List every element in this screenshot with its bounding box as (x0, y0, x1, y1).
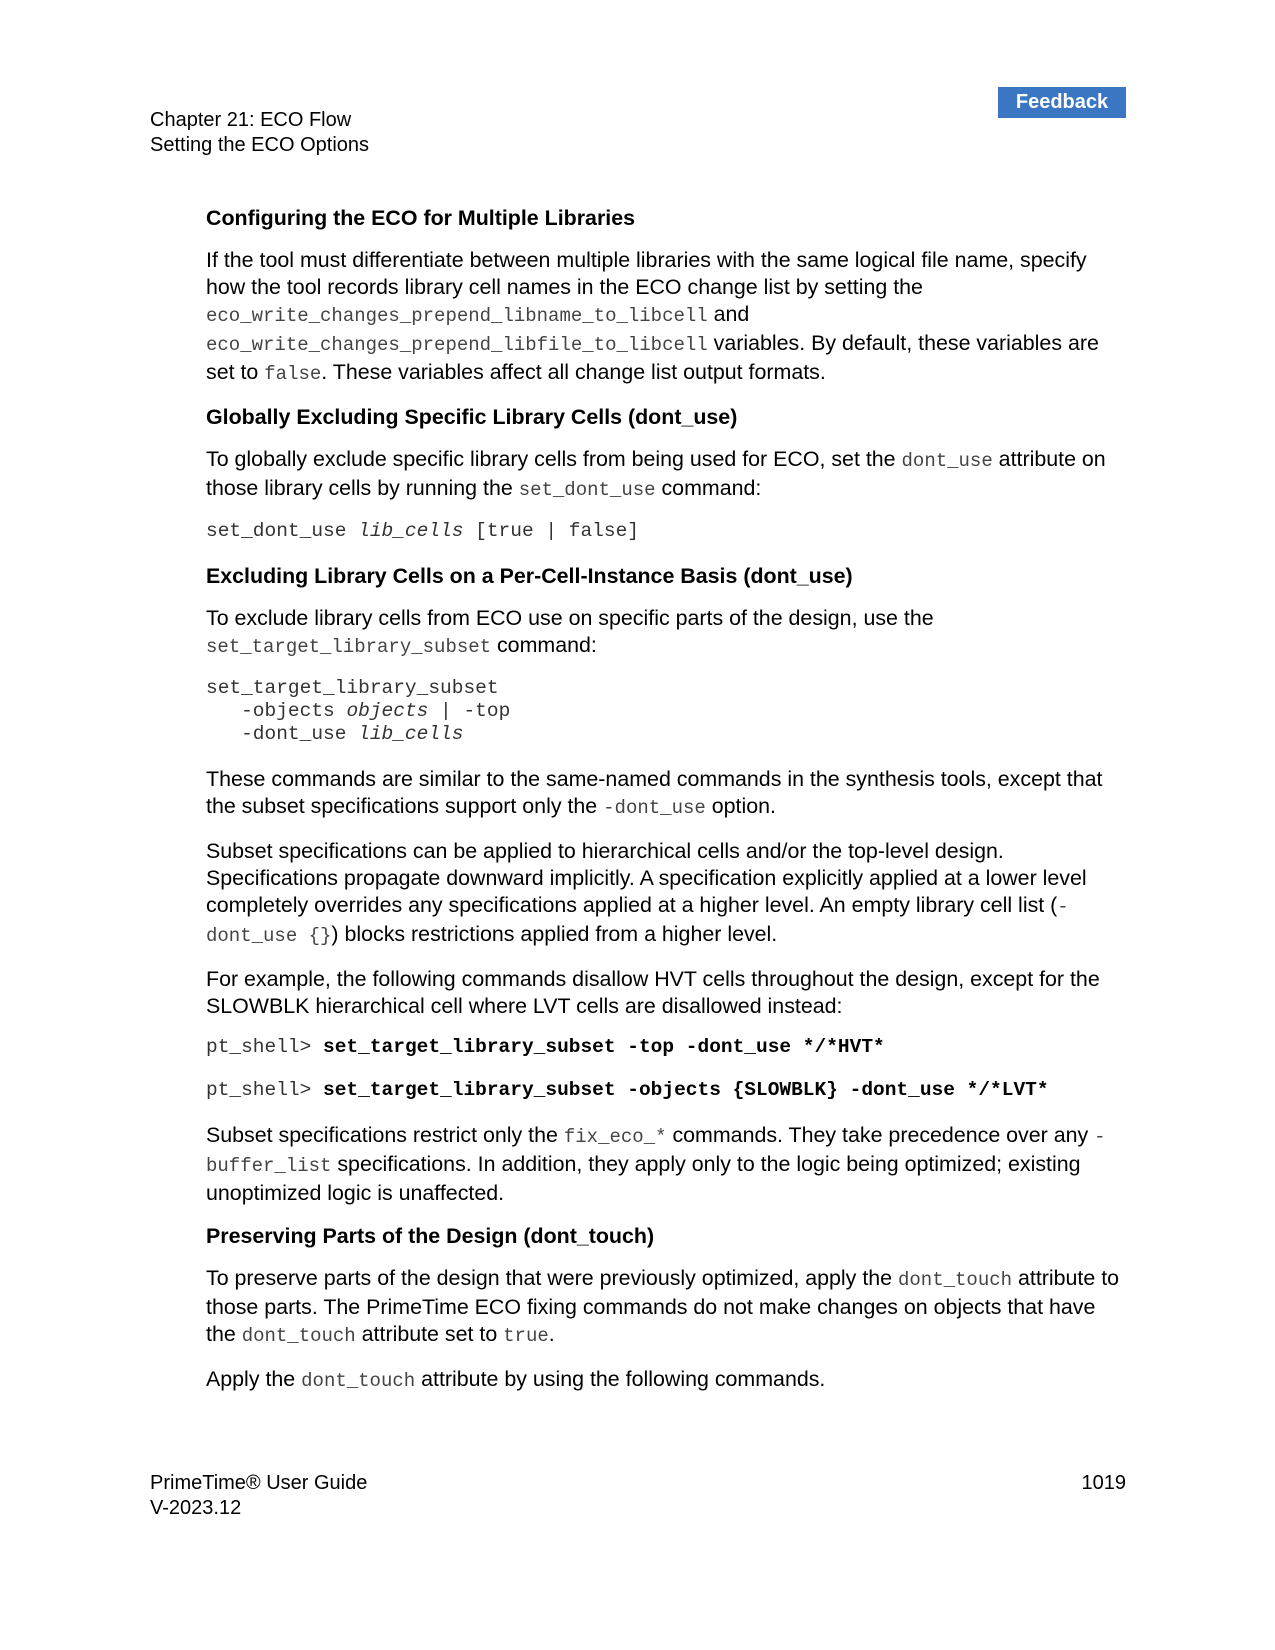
code-text: | -top (428, 700, 511, 722)
text: attribute to those parts. The PrimeTime ECO fixing commands do not make changes on objects that have the (206, 1266, 1120, 1346)
inline-code: dont_touch (898, 1269, 1013, 1291)
page-header (150, 108, 369, 158)
inline-code: -buffer_list (206, 1126, 1106, 1177)
inline-code: fix_eco_* (563, 1126, 667, 1148)
code-text: -objects (206, 700, 347, 722)
paragraph-per-instance-intro (206, 605, 1126, 661)
code-example-lvt (206, 1079, 1126, 1102)
text: To exclude library cells from ECO use on specific parts of the design, use the (206, 606, 934, 630)
page-footer (150, 1471, 367, 1521)
text: . (548, 1322, 555, 1346)
text: Apply the (206, 1367, 302, 1391)
paragraph-multiple-libraries (206, 247, 1126, 388)
code-text: [true | false] (463, 520, 639, 542)
inline-code: true (503, 1325, 549, 1347)
text: variables. By default, these variables are set to (206, 331, 1099, 384)
heading-global-dont-use: Globally Excluding Specific Library Cells (dont_use) (206, 405, 738, 429)
text: specifications. In addition, they apply only to the logic being optimized; existing unoptimized logic is unaffected. (206, 1152, 1081, 1205)
text: attribute on those library cells by running the (206, 447, 1106, 500)
code-text: set_dont_use (206, 520, 359, 542)
inline-code: -dont_use (603, 797, 706, 819)
text: . These variables affect all change list output formats. (321, 360, 826, 384)
chapter-title: Chapter 21: ECO Flow (150, 109, 352, 131)
text: commands. They take precedence over any (666, 1123, 1095, 1147)
text: and (707, 302, 750, 326)
code-line: set_target_library_subset (206, 677, 499, 699)
product-name: PrimeTime® User Guide (150, 1472, 368, 1494)
code-block-set-target-library-subset (206, 677, 1126, 746)
text: option. (705, 794, 776, 818)
feedback-button[interactable]: Feedback (998, 87, 1126, 118)
text: If the tool must differentiate between multiple libraries with the same logical file name, specify how the tool records library cell names in the ECO change list by setting the (206, 248, 1087, 299)
shell-command: set_target_library_subset -top -dont_use */*HVT* (323, 1036, 885, 1058)
paragraph-subset-specifications (206, 838, 1126, 950)
code-arg: objects (346, 700, 429, 722)
inline-code: dont_use (901, 450, 993, 472)
code-arg: lib_cells (358, 520, 464, 542)
inline-code: dont_touch (241, 1325, 356, 1347)
code-block-set-dont-use (206, 520, 1126, 543)
paragraph-dont-touch (206, 1265, 1126, 1350)
text: These commands are similar to the same-named commands in the synthesis tools, except that the subset specifications support only the (206, 767, 1103, 818)
inline-code: -dont_use {} (206, 896, 1069, 947)
inline-code: set_target_library_subset (206, 636, 492, 658)
inline-code: false (264, 363, 322, 385)
product-version: V-2023.12 (150, 1497, 242, 1519)
text: ) blocks restrictions applied from a higher level. (331, 922, 778, 946)
text: command: (491, 633, 597, 657)
inline-code: eco_write_changes_prepend_libfile_to_libcell (206, 334, 708, 356)
text: To preserve parts of the design that were previously optimized, apply the (206, 1266, 898, 1290)
text: command: (655, 476, 762, 500)
text: attribute set to (355, 1322, 504, 1346)
code-arg: lib_cells (358, 723, 464, 745)
paragraph-similar-commands (206, 766, 1126, 822)
code-text: -dont_use (206, 723, 359, 745)
page-number: 1019 (1081, 1472, 1126, 1494)
shell-command: set_target_library_subset -objects {SLOWBLK} -dont_use */*LVT* (323, 1079, 1049, 1101)
shell-prompt: pt_shell> (206, 1079, 324, 1101)
text: Subset specifications can be applied to hierarchical cells and/or the top-level design. Specifications propagate downward implicitly. A specification explicitly applied at a lower level completely overrides any specifications applied at a higher level. An empty library cell list ( (206, 839, 1087, 917)
code-example-hvt (206, 1036, 1126, 1059)
heading-multiple-libraries: Configuring the ECO for Multiple Libraries (206, 206, 636, 230)
section-title: Setting the ECO Options (150, 134, 370, 156)
paragraph-subset-restrictions (206, 1122, 1126, 1207)
heading-per-instance-dont-use: Excluding Library Cells on a Per-Cell-Instance Basis (dont_use) (206, 564, 853, 588)
paragraph-apply-dont-touch (206, 1366, 1126, 1395)
inline-code: set_dont_use (518, 479, 656, 501)
heading-dont-touch: Preserving Parts of the Design (dont_touch) (206, 1224, 655, 1248)
text: To globally exclude specific library cells from being used for ECO, set the (206, 447, 902, 471)
paragraph-global-dont-use (206, 446, 1126, 504)
text: attribute by using the following commands. (415, 1367, 826, 1391)
paragraph-example-intro: For example, the following commands disallow HVT cells throughout the design, except for the SLOWBLK hierarchical cell where LVT cells are disallowed instead: (206, 967, 1100, 1018)
page-content (206, 205, 1126, 1411)
shell-prompt: pt_shell> (206, 1036, 324, 1058)
inline-code: eco_write_changes_prepend_libname_to_libcell (206, 305, 708, 327)
inline-code: dont_touch (301, 1370, 416, 1392)
text: Subset specifications restrict only the (206, 1123, 564, 1147)
